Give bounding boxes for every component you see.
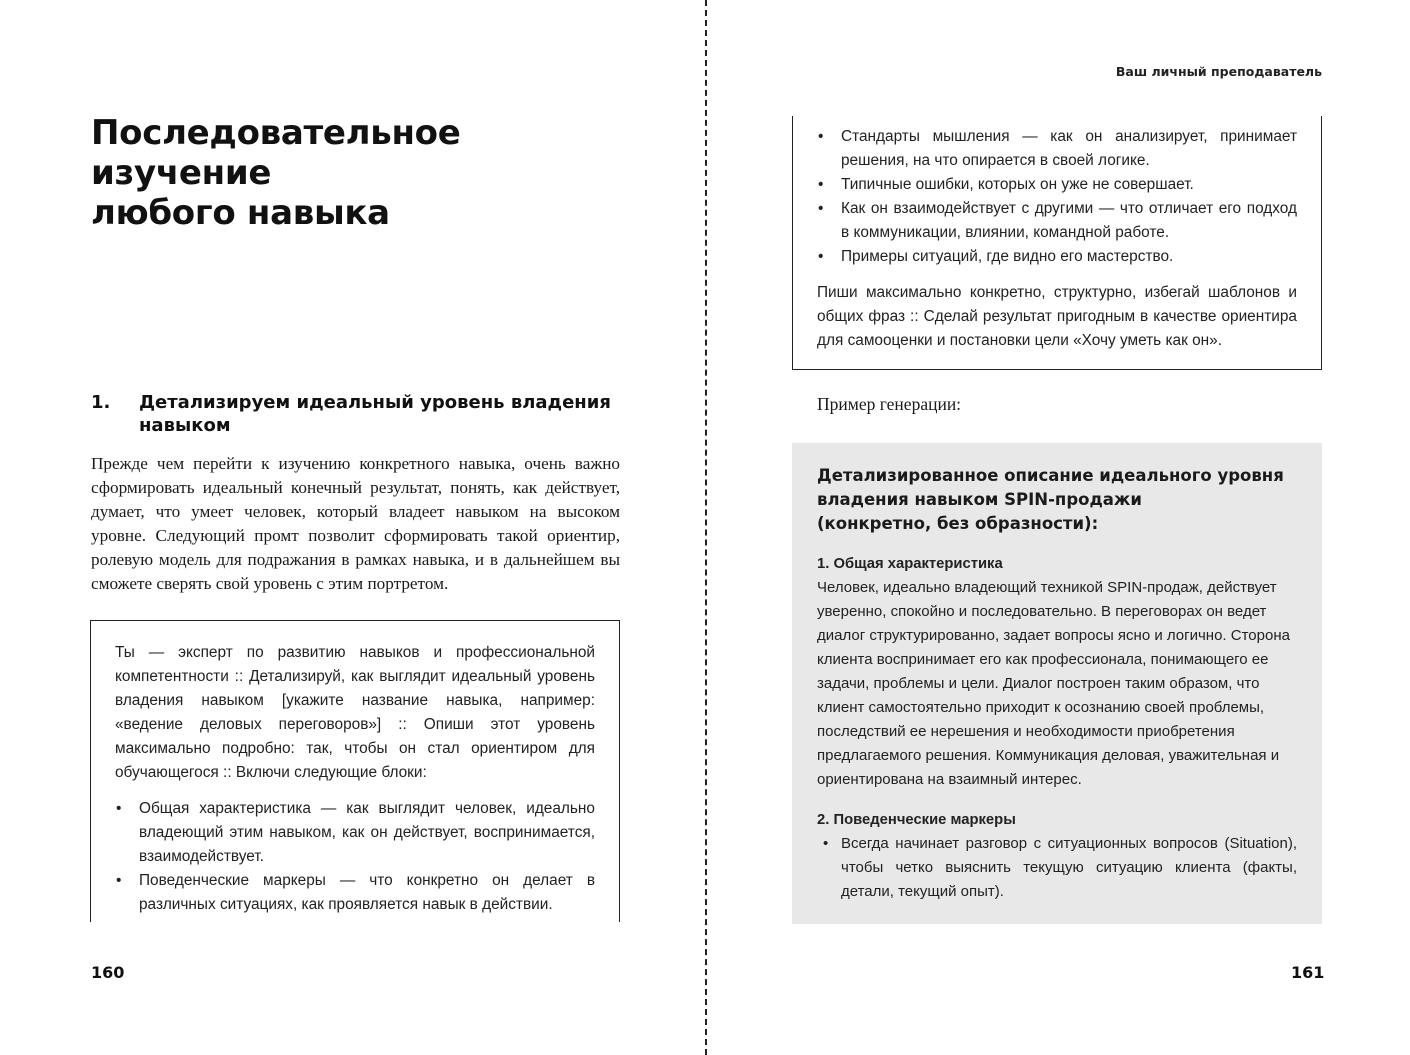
bullet-icon: • [116,800,122,817]
example-bullet-text: Всегда начинает разговор с ситуационных вопросов (Situation), чтобы четко выяснить текущую ситуацию клиента (факты, детали, текущий опыт). [841,835,1297,900]
page-number-right: 161 [1291,963,1325,982]
example-subheading-1: 1. Общая характеристика [817,556,1003,572]
prompt-bullet-text: Типичные ошибки, которых он уже не совершает. [841,176,1194,193]
prompt-closing: Пиши максимально конкретно, структурно, избегай шаблонов и общих фраз :: Сделай результат пригодным в качестве ориентира для самооценки и постановки цели «Хочу уметь как он». [817,284,1297,349]
prompt-bullet-text: Стандарты мышления — как он анализирует, принимает решения, на что опирается в своей логике. [841,128,1297,169]
prompt-bullet-list-continued [817,125,1297,269]
bullet-icon: • [116,872,122,889]
prompt-box-continued [792,116,1322,370]
prompt-bullet-list [115,797,595,917]
example-title [817,464,1297,536]
right-page [707,0,1410,1055]
intro-paragraph: Прежде чем перейти к изучению конкретного навыка, очень важно сформировать идеальный конечный результат, понять, как действует, думает, что умеет человек, который владеет навыком на высоком уровне. Следующий промт позволит сформировать такой ориентир, ролевую модель для подражания в рамках навыка, и в дальнейшем вы сможете сверять свой уровень с этим портретом. [91,454,620,593]
prompt-bullet-text: Общая характеристика — как выглядит человек, идеально владеющий этим навыком, как он действует, воспринимается, взаимодействует. [139,800,595,865]
section-title: Детализируем идеальный уровень владения навыком [139,392,611,436]
section-heading [91,391,651,437]
example-bullet-item [817,832,1297,904]
bullet-icon: • [818,200,824,217]
prompt-bullet-item [817,125,1297,173]
prompt-bullet-text: Как он взаимодействует с другими — что отличает его подход в коммуникации, влиянии, командной работе. [841,200,1297,241]
bullet-icon: • [823,835,829,852]
prompt-bullet-item [817,245,1297,269]
chapter-title-line-2: любого навыка [91,193,390,233]
bullet-icon: • [818,128,824,145]
example-title-line-2: владения навыком SPIN-продажи [817,490,1142,509]
example-section-1-text: Человек, идеально владеющий техникой SPIN-продаж, действует уверенно, спокойно и последовательно. В переговорах он ведет диалог структурированно, задает вопросы ясно и логично. Сторона клиента воспринимает его как профессионала, понимающего ее задачи, проблемы и цели. Диалог построен таким образом, что клиент самостоятельно приходит к осознанию своей проблемы, последствий ее нерешения и необходимости приобретения предлагаемого решения. Коммуникация деловая, уважительная и ориентирована на взаимный интерес. [817,579,1290,788]
prompt-bullet-item [817,197,1297,245]
prompt-box [90,620,620,922]
example-label: Пример генерации: [817,394,962,414]
bullet-icon: • [818,176,824,193]
example-title-line-3: (конкретно, без образности): [817,514,1099,533]
prompt-bullet-text: Примеры ситуаций, где видно его мастерство. [841,248,1174,265]
chapter-title-line-1: Последовательное изучение [91,113,461,193]
example-output-box [792,443,1322,924]
bullet-icon: • [818,248,824,265]
prompt-bullet-item [817,173,1297,197]
example-title-line-1: Детализированное описание идеального уровня [817,466,1284,485]
section-number: 1. [91,392,111,413]
prompt-bullet-text: Поведенческие маркеры — что конкретно он делает в различных ситуациях, как проявляется навык в действии. [139,872,595,913]
page-number-left: 160 [91,963,125,982]
chapter-title [91,113,651,233]
running-head: Ваш личный преподаватель [1115,64,1322,79]
prompt-intro: Ты — эксперт по развитию навыков и профессиональной компетентности :: Детализируй, как выглядит идеальный уровень владения навыком [укажите название навыка, например: «ведение деловых переговоров»] :: Опиши этот уровень максимально подробно: так, чтобы он стал ориентиром для обучающегося :: Включи следующие блоки: [115,644,595,781]
prompt-bullet-item [115,797,595,869]
example-bullet-list [817,832,1297,904]
prompt-bullet-item [115,869,595,917]
example-subheading-2: 2. Поведенческие маркеры [817,812,1016,828]
